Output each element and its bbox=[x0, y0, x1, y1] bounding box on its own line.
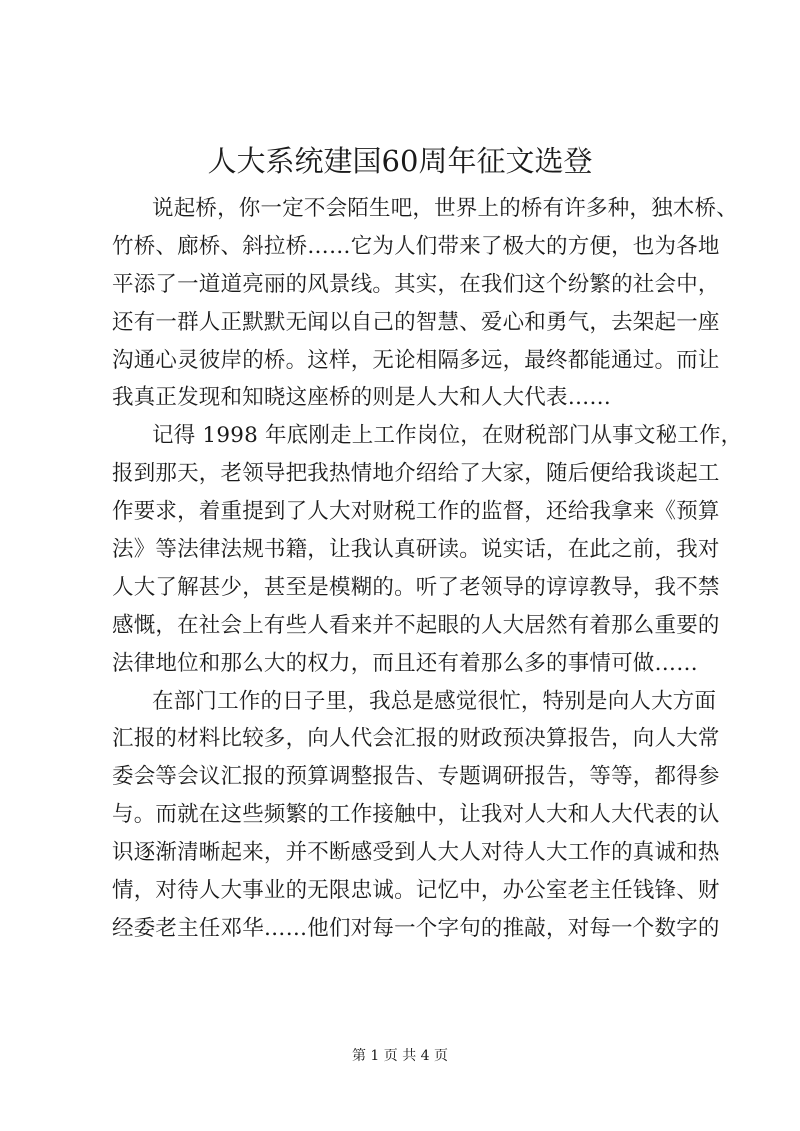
text-line: 沟通心灵彼岸的桥。这样，无论相隔多远，最终都能通过。而让 bbox=[112, 347, 720, 373]
text-line: 汇报的材料比较多，向人代会汇报的财政预决算报告，向人大常 bbox=[112, 726, 720, 752]
text-line: 说起桥，你一定不会陌生吧，世界上的桥有许多种，独木桥、 bbox=[152, 196, 738, 221]
text-line: 人大了解甚少，甚至是模糊的。听了老领导的谆谆教导，我不禁 bbox=[112, 574, 720, 600]
text-line: 委会等会议汇报的预算调整报告、专题调研报告，等等，都得参 bbox=[112, 764, 720, 790]
text-line: 与。而就在这些频繁的工作接触中，让我对人大和人大代表的认 bbox=[112, 802, 720, 828]
text-line: 作要求，着重提到了人大对财税工作的监督，还给我拿来《预算 bbox=[112, 499, 720, 525]
text-line: 我真正发现和知晓这座桥的则是人大和人大代表…… bbox=[112, 385, 612, 411]
body-text bbox=[112, 190, 743, 948]
document-title: 人大系统建国60周年征文选登 bbox=[207, 144, 593, 178]
text-line: 法律地位和那么大的权力，而且还有着那么多的事情可做…… bbox=[112, 650, 698, 676]
text-line: 法》等法律法规书籍，让我认真研读。说实话，在此之前，我对 bbox=[112, 537, 720, 563]
text-line: 还有一群人正默默无闻以自己的智慧、爱心和勇气，去架起一座 bbox=[112, 309, 720, 335]
text-line: 竹桥、廊桥、斜拉桥……它为人们带来了极大的方便，也为各地 bbox=[112, 233, 720, 259]
text-line: 报到那天，老领导把我热情地介绍给了大家，随后便给我谈起工 bbox=[112, 461, 720, 487]
text-line: 感慨，在社会上有些人看来并不起眼的人大居然有着那么重要的 bbox=[112, 612, 720, 638]
text-line: 经委老主任邓华……他们对每一个字句的推敲，对每一个数字的 bbox=[112, 915, 720, 941]
text-line: 在部门工作的日子里，我总是感觉很忙，特别是向人大方面 bbox=[152, 688, 717, 714]
text-line: 识逐渐清晰起来，并不断感受到人大人对待人大工作的真诚和热 bbox=[112, 840, 720, 866]
text-line: 记得 1998 年底刚走上工作岗位，在财税部门从事文秘工作， bbox=[152, 423, 743, 449]
text-line: 平添了一道道亮丽的风景线。其实，在我们这个纷繁的社会中， bbox=[112, 271, 720, 297]
page-footer: 第 1 页 共 4 页 bbox=[351, 1048, 449, 1064]
text-line: 情，对待人大事业的无限忠诚。记忆中，办公室老主任钱锋、财 bbox=[112, 878, 720, 904]
